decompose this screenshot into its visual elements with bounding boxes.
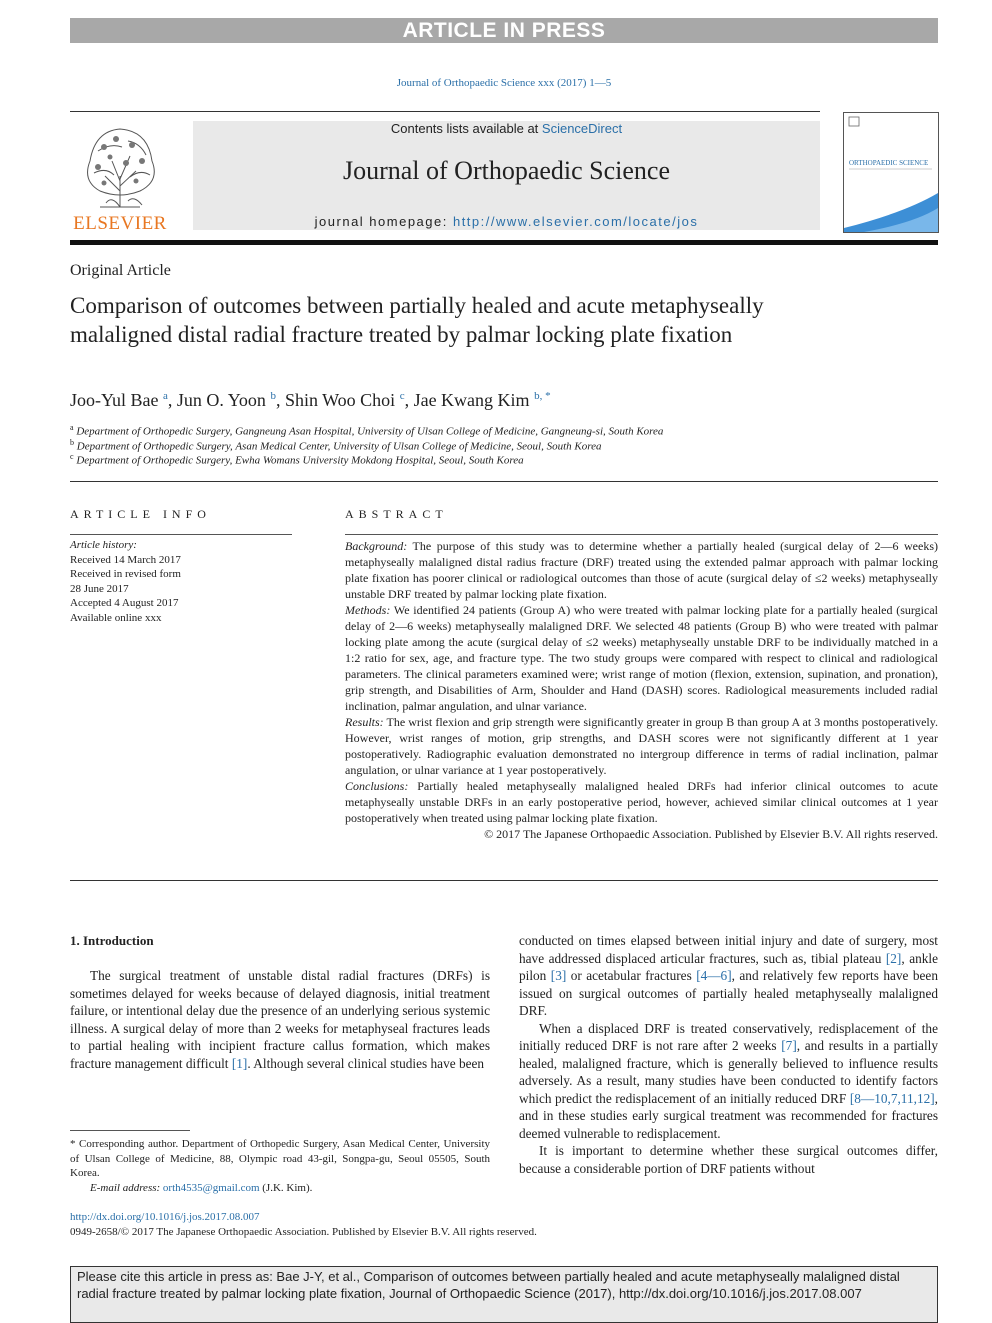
intro-paragraph: conducted on times elapsed between initial injury and date of surgery, most have addressed displaced articular fractures, such as, tibial plateau [2], ankle pilon [3] or acetabular fractures [4—6], and relatively few reports have been issued on surgical outcomes of partially healed metaphyseally malaligned DRF. bbox=[519, 933, 938, 1018]
abstract-section-label: Conclusions: bbox=[345, 779, 409, 793]
author-affiliation-marker[interactable]: b bbox=[270, 390, 276, 402]
article-title: Comparison of outcomes between partially healed and acute metaphyseally malaligned distal radial fracture treated by palmar locking plate fixation bbox=[70, 293, 764, 347]
history-label: Article history: bbox=[70, 539, 137, 551]
abstract-section-label: Background: bbox=[345, 539, 408, 553]
sciencedirect-link[interactable]: ScienceDirect bbox=[541, 121, 623, 136]
corresponding-author-text: * Corresponding author. Department of Orthopedic Surgery, Asan Medical Center, University of Ulsan College of Medicine, 88, Olympic road 43-gil, Songpa-gu, Seoul 05505, South Korea. bbox=[70, 1138, 490, 1179]
elsevier-wordmark: ELSEVIER bbox=[73, 213, 167, 234]
introduction-heading: 1. Introduction bbox=[70, 933, 154, 948]
author-name[interactable]: Jae Kwang Kim bbox=[413, 390, 530, 410]
affiliation-text: Department of Orthopedic Surgery, Asan Medical Center, University of Ulsan College of Medicine, Seoul, South Korea bbox=[76, 440, 602, 453]
author-name[interactable]: Shin Woo Choi bbox=[284, 390, 396, 410]
reference-link[interactable]: [4—6] bbox=[696, 968, 732, 983]
cover-art bbox=[844, 113, 938, 232]
section-rule bbox=[70, 481, 938, 482]
affiliation-text: Department of Orthopedic Surgery, Ewha Womans University Mokdong Hospital, Seoul, South Korea bbox=[76, 454, 524, 467]
cover-title: ORTHOPAEDIC SCIENCE bbox=[849, 159, 929, 167]
email-line: E-mail address: orth4535@gmail.com (J.K. Kim). bbox=[90, 1181, 313, 1194]
article-history bbox=[70, 538, 181, 625]
affiliation bbox=[70, 452, 524, 467]
reference-link[interactable]: [7] bbox=[781, 1038, 797, 1053]
author-name[interactable]: Jun O. Yoon bbox=[176, 390, 266, 410]
section-rule bbox=[70, 880, 938, 881]
abstract-heading: ABSTRACT bbox=[345, 507, 448, 521]
article-in-press-banner: ARTICLE IN PRESS bbox=[70, 18, 938, 43]
intro-paragraph: The surgical treatment of unstable distal radial fractures (DRFs) is sometimes delayed for weeks because of delayed diagnosis, initial treatment failure, or intentional delay due the presence of an underlying serious systemic illness. A surgical delay of more than 2 weeks for metaphyseal fractures leads to partial healing with incipient fracture callus formation, which makes fracture management difficult [1]. Although several clinical studies have been bbox=[70, 968, 490, 1071]
abstract-rule bbox=[345, 534, 938, 535]
journal-citation-link[interactable]: Journal of Orthopaedic Science xxx (2017) 1—5 bbox=[396, 77, 612, 89]
corresponding-author-footnote bbox=[70, 1137, 490, 1195]
citation-text: Please cite this article in press as: Bae J-Y, et al., Comparison of outcomes between partially healed and acute metaphyseally malaligned distal radial fracture treated by palmar locking plate fixation, Journal of Orthopaedic Science (2017), http://dx.doi.org/10.1016/j.jos.2017.08.007 bbox=[77, 1269, 900, 1301]
abstract-section-text: We identified 24 patients (Group A) who were treated with palmar locking plate for a partially healed (surgical delay of 2—6 weeks) metaphyseally malaligned DRF. We selected 48 patients (Group B) who were treated with palmar locking plate among the acute (surgical delay of ≤2 weeks) metaphyseally unstable DRF to be individually matched in a 1:2 ratio for sex, age, and fracture type. The two study groups were compared with respect to clinical and radiological parameters. The clinical parameters examined were; wrist range of motion (flexion, extension, supination, and pronation), grip strength, and Disabilities of Arm, Shoulder and Hand (DASH) scores. Radiological measurements included radial inclination, palmar angulation, and ulnar variance. bbox=[345, 603, 938, 713]
reference-link[interactable]: [8—10,7,11,12] bbox=[849, 1090, 935, 1106]
affiliation bbox=[70, 423, 663, 438]
reference-link[interactable]: [1] bbox=[231, 1055, 248, 1071]
affiliation-marker: c bbox=[70, 452, 74, 461]
intro-left-column bbox=[70, 967, 490, 1072]
email-link[interactable]: orth4535@gmail.com bbox=[162, 1181, 260, 1194]
abstract-section-text: Partially healed metaphyseally malaligned healed DRFs had inferior clinical outcomes to acute metaphyseally unstable DRFs in an early postoperative period, however, achieved similar clinical outcomes at 1 year postoperatively when treated using palmar locking plate fixation. bbox=[345, 779, 938, 825]
article-info-heading: ARTICLE INFO bbox=[70, 507, 211, 521]
homepage-label: journal homepage: bbox=[314, 214, 453, 229]
affiliation-marker: b bbox=[70, 438, 74, 447]
history-entry: Accepted 4 August 2017 bbox=[70, 597, 179, 609]
author-affiliation-marker[interactable]: a bbox=[163, 390, 168, 402]
intro-right-column bbox=[519, 932, 938, 1177]
footnote-rule bbox=[70, 1130, 190, 1131]
elsevier-logo bbox=[70, 121, 170, 233]
author-name[interactable]: Joo-Yul Bae bbox=[70, 390, 159, 410]
contents-prefix: Contents lists available at bbox=[390, 121, 542, 136]
affiliation-text: Department of Orthopedic Surgery, Gangneung Asan Hospital, University of Ulsan College of Medicine, Gangneung-si, South Korea bbox=[76, 425, 664, 438]
abstract-methods bbox=[345, 602, 938, 714]
history-entry: 28 June 2017 bbox=[70, 582, 129, 595]
intro-paragraph: When a displaced DRF is treated conservatively, redisplacement of the initially reduced DRF is not rare after 2 weeks [7], and results in a partially healed, malaligned fracture, which is generally believed to influence results adversely. As a result, many studies have been conducted to identify factors which predict the redisplacement of an initially reduced DRF [8—10,7,11,12], and in these studies early surgical treatment was recommended for fractures deemed vulnerable to redisplacement. bbox=[519, 1020, 938, 1141]
author-affiliation-marker[interactable]: c bbox=[399, 390, 405, 402]
abstract-conclusions bbox=[345, 778, 938, 826]
journal-cover-thumbnail[interactable] bbox=[843, 112, 939, 233]
author-list: Joo-Yul Bae $^a$, Jun O. Yoon $^b$, Shin Woo Choi $^c$, Jae Kwang Kim $^{b, *}$ bbox=[70, 390, 551, 410]
journal-name: Journal of Orthopaedic Science bbox=[342, 156, 671, 185]
affiliation-marker: a bbox=[70, 423, 74, 432]
article-info-rule bbox=[70, 534, 292, 535]
homepage-url-link[interactable]: http://www.elsevier.com/locate/jos bbox=[452, 214, 699, 229]
history-entry: Received 14 March 2017 bbox=[70, 553, 181, 566]
reference-link[interactable]: [3] bbox=[550, 968, 567, 983]
abstract-body bbox=[345, 538, 938, 842]
intro-paragraph: It is important to determine whether these surgical outcomes differ, because a considerable portion of DRF patients without bbox=[519, 1143, 938, 1176]
abstract-section-text: The purpose of this study was to determine whether a partially healed (surgical delay of 2—6 weeks) metaphyseally malaligned distal radius fracture (DRF) treated using the extended palmar approach with palmar locking plate fixation has poorer clinical or radiological outcomes than those of acute (surgical delay of ≤2 weeks) metaphyseally unstable DRF treated by palmar locking plate fixation. bbox=[345, 539, 938, 601]
abstract-section-text: The wrist flexion and grip strength were significantly greater in group B than group A at 3 months postoperatively. However, wrist ranges of motion, grip strengths, and DASH scores were not significantly different at 1 year postoperatively. Radiographic evaluation demonstrated no intergroup difference in terms of radial inclination, palmar angulation, or ulnar variance at 1 year postoperatively. bbox=[345, 715, 938, 777]
author-affiliation-marker[interactable]: b, * bbox=[534, 390, 551, 402]
doi-link[interactable]: http://dx.doi.org/10.1016/j.jos.2017.08.007 bbox=[70, 1211, 260, 1223]
abstract-copyright: © 2017 The Japanese Orthopaedic Association. Published by Elsevier B.V. All rights reserved. bbox=[484, 827, 938, 841]
abstract-section-label: Methods: bbox=[345, 603, 391, 617]
contents-line bbox=[193, 121, 820, 136]
header-rule bbox=[70, 111, 820, 112]
email-label: E-mail address: bbox=[90, 1181, 163, 1194]
history-entry: Received in revised form bbox=[70, 568, 181, 580]
abstract-background bbox=[345, 538, 938, 602]
affiliation bbox=[70, 438, 602, 453]
history-entry: Available online xxx bbox=[70, 611, 162, 624]
abstract-results bbox=[345, 714, 938, 778]
abstract-section-label: Results: bbox=[345, 715, 384, 729]
issn-copyright: 0949-2658/© 2017 The Japanese Orthopaedic Association. Published by Elsevier B.V. All rights reserved. bbox=[70, 1226, 537, 1238]
journal-homepage bbox=[193, 214, 820, 229]
article-type: Original Article bbox=[70, 262, 171, 279]
header-thick-rule bbox=[70, 240, 938, 245]
reference-link[interactable]: [2] bbox=[885, 950, 902, 966]
